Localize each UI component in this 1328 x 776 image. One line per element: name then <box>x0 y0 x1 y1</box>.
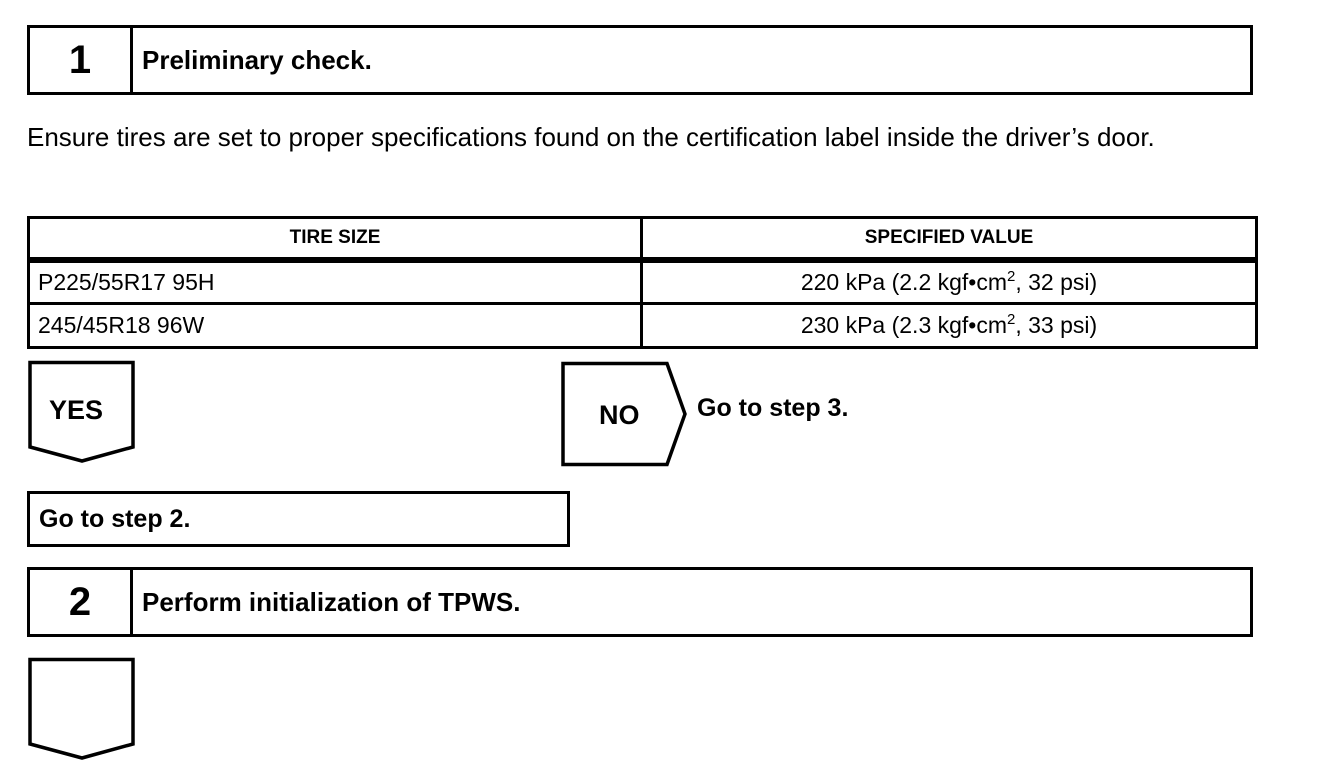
specified-value-cell <box>642 304 1257 348</box>
yes-action-box: Go to step 2. <box>27 491 570 547</box>
value-superscript: 2 <box>1007 311 1016 328</box>
step-1-title: Preliminary check. <box>142 44 372 75</box>
table-row <box>29 260 1257 304</box>
table-row <box>29 304 1257 348</box>
no-action-text: Go to step 3. <box>697 394 849 422</box>
value-text-end: , 33 psi) <box>1015 312 1098 338</box>
table-header-row <box>29 218 1257 260</box>
tire-spec-table <box>27 216 1258 349</box>
header-specified-value: SPECIFIED VALUE <box>642 218 1257 260</box>
step-1-header <box>27 25 1253 95</box>
header-tire-size: TIRE SIZE <box>29 218 642 260</box>
value-text-end: , 32 psi) <box>1015 268 1098 295</box>
tire-size-cell: 245/45R18 96W <box>29 304 642 348</box>
value-text: 230 kPa (2.3 kgf•cm <box>800 312 1008 338</box>
value-superscript: 2 <box>1007 267 1016 285</box>
tire-size-cell: P225/55R17 95H <box>29 260 642 304</box>
specified-value-cell <box>642 260 1257 304</box>
step-2-number: 2 <box>30 570 133 634</box>
instruction-text: Ensure tires are set to proper specifications found on the certification label inside the driver’s door. <box>27 122 1155 152</box>
value-text: 220 kPa (2.2 kgf•cm <box>800 268 1008 295</box>
step-2-header <box>27 567 1253 637</box>
step-1-number: 1 <box>30 28 133 92</box>
yes-label: YES <box>49 395 104 425</box>
no-label: NO <box>599 400 640 430</box>
step-2-title: Perform initialization of TPWS. <box>142 586 521 617</box>
continue-down-arrow-shape <box>27 658 137 762</box>
